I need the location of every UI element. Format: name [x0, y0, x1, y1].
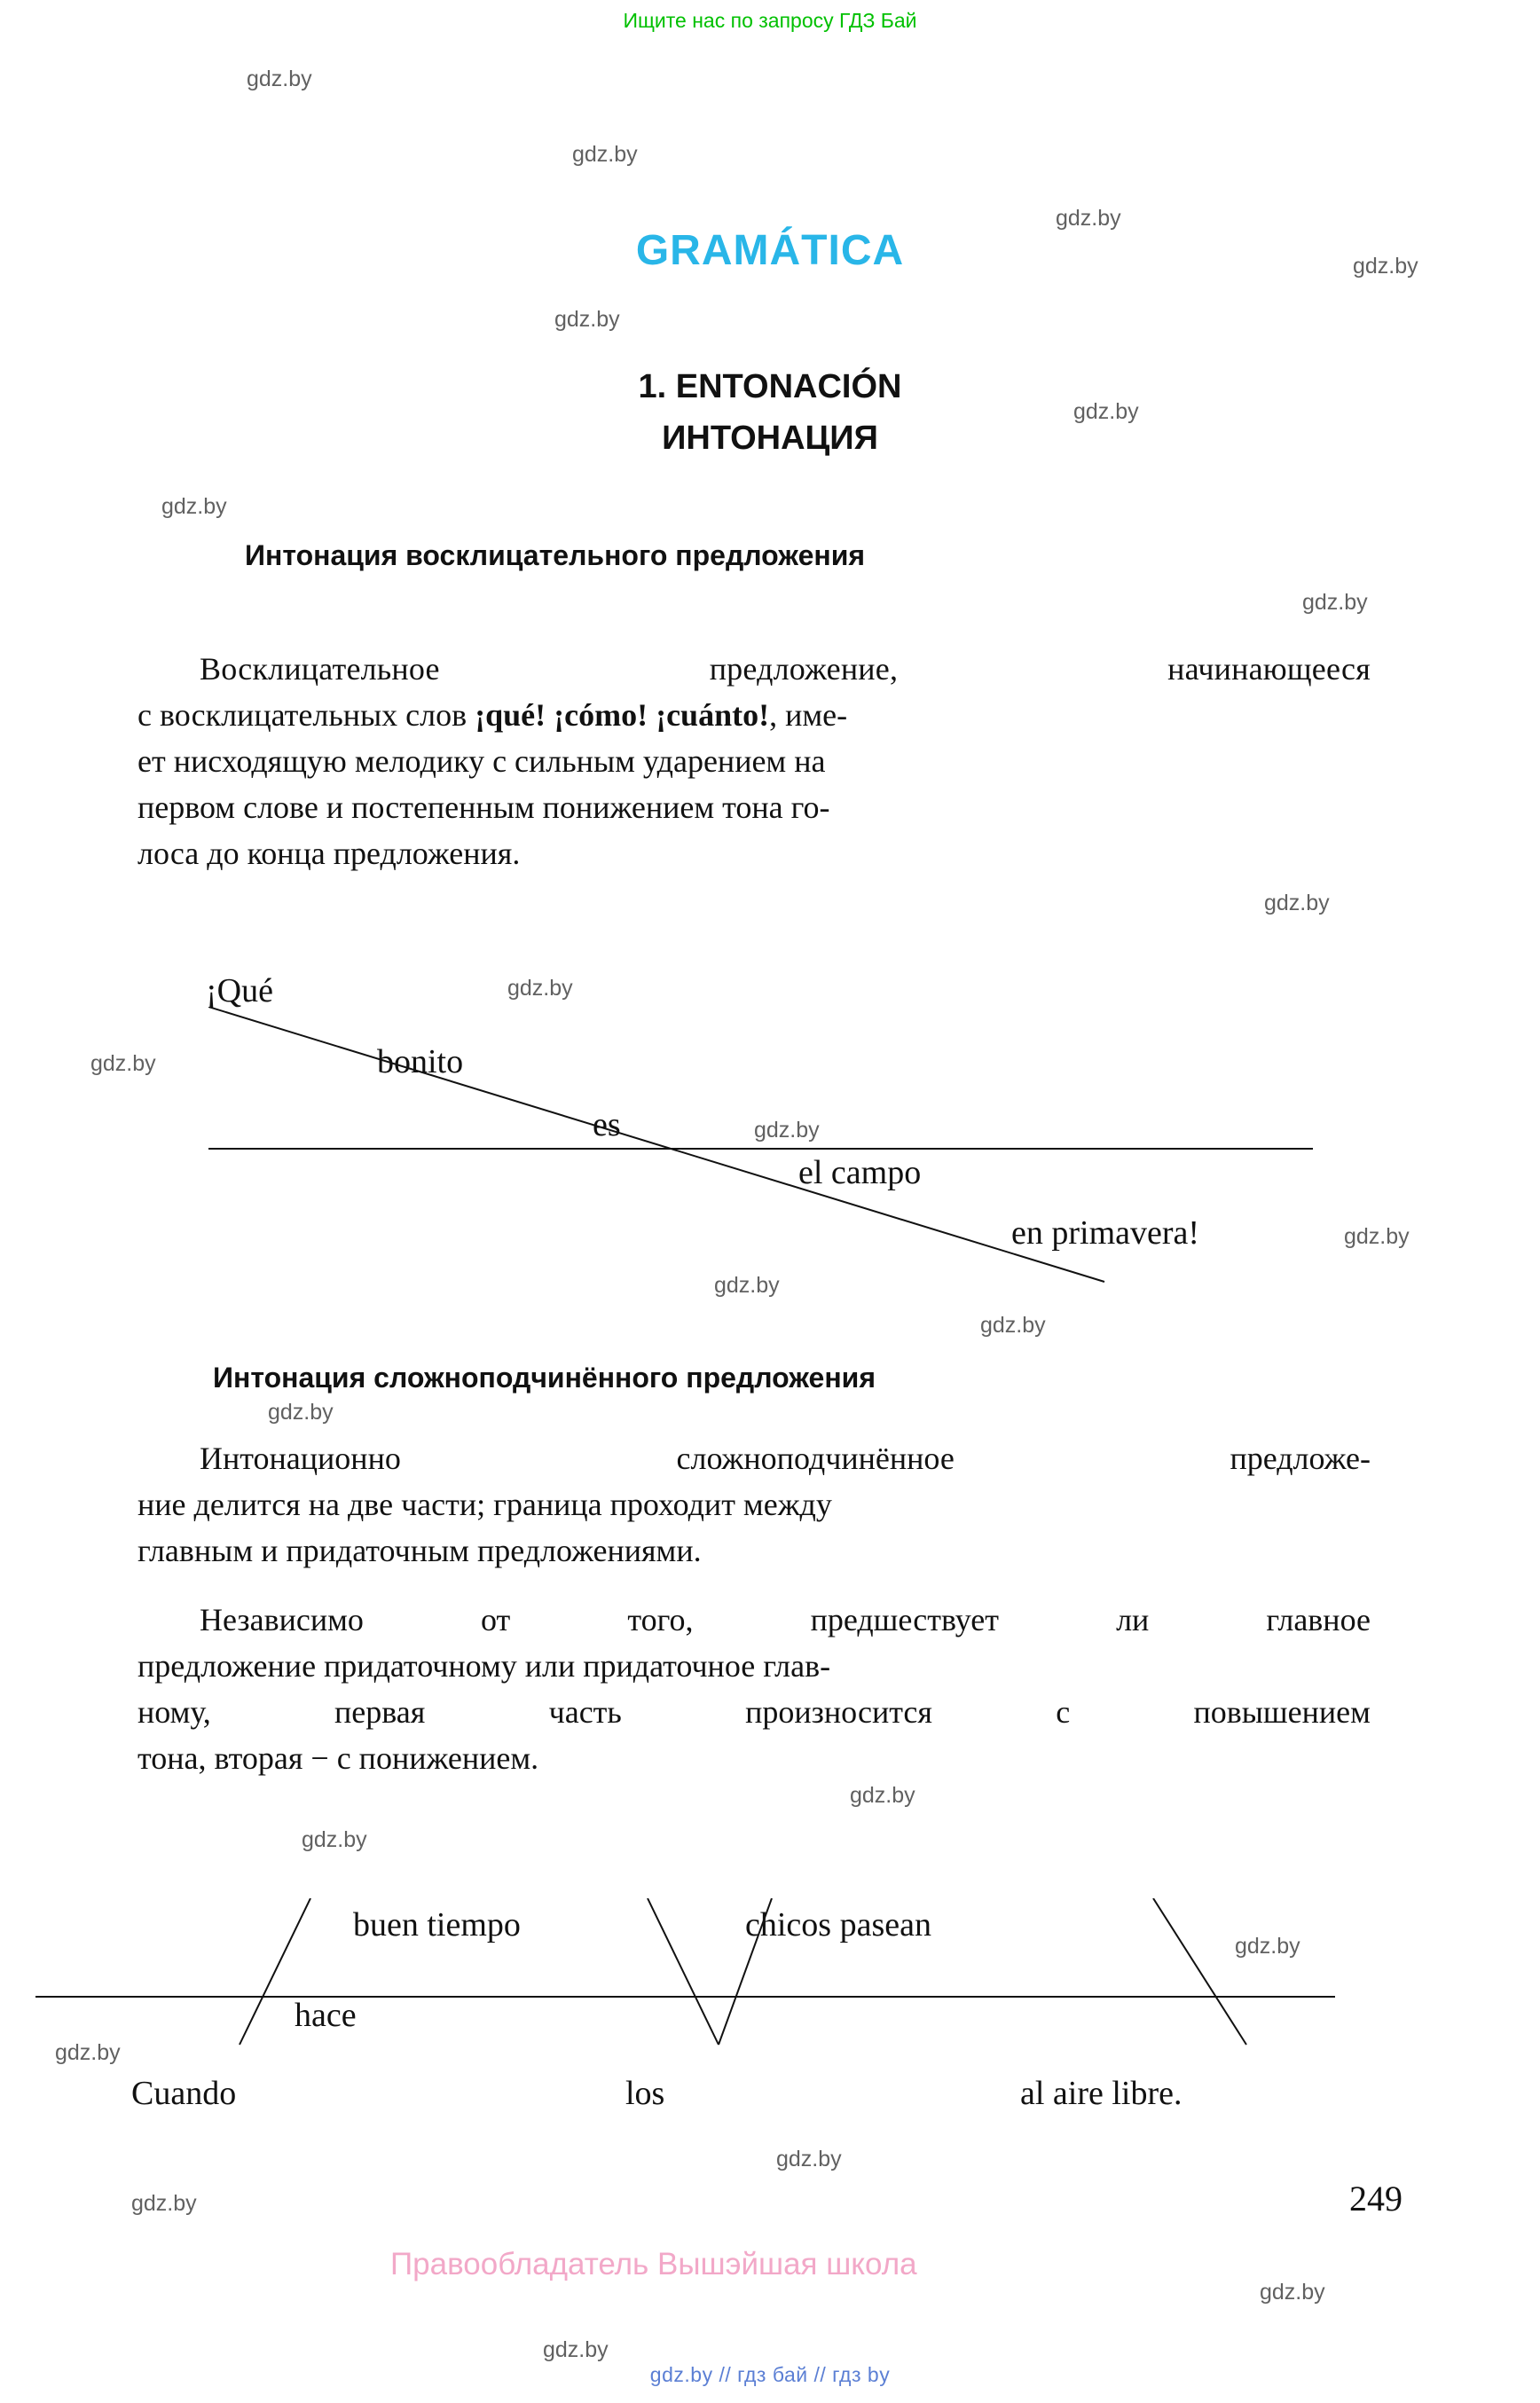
text-run: начинающееся	[1167, 651, 1371, 687]
watermark-tile: gdz.by	[131, 2191, 197, 2216]
watermark-tile: gdz.by	[161, 494, 227, 519]
subheading-complex: Интонация сложноподчинённого предложения	[213, 1362, 876, 1394]
watermark-tile: gdz.by	[714, 1273, 780, 1298]
watermark-tile: gdz.by	[1344, 1224, 1410, 1249]
text-run: от	[481, 1602, 511, 1637]
paragraph-exclamative	[138, 646, 1371, 876]
text-run: первом слове и постепенным понижением тона го-	[138, 789, 830, 825]
text-run: , име-	[769, 697, 848, 733]
diagram-word: los	[625, 2075, 665, 2112]
diagram-word: Cuando	[131, 2075, 237, 2112]
paragraph-complex-2	[138, 1597, 1371, 1781]
text-run: главное	[1266, 1602, 1371, 1637]
text-run: первая	[334, 1694, 426, 1730]
watermark-tile: gdz.by	[754, 1118, 820, 1143]
watermark-tile: gdz.by	[90, 1051, 156, 1076]
watermark-tile: gdz.by	[1056, 206, 1121, 231]
watermark-tile: gdz.by	[55, 2040, 121, 2065]
watermark-tile: gdz.by	[268, 1400, 334, 1425]
watermark-tile: gdz.by	[1235, 1934, 1300, 1959]
text-run: лоса до конца предложения.	[138, 836, 521, 871]
text-run: предшествует	[810, 1602, 999, 1637]
watermark-publisher: Правообладатель Вышэйшая школа	[390, 2247, 917, 2281]
watermark-tile: gdz.by	[1264, 891, 1330, 915]
page-number: 249	[1349, 2179, 1402, 2218]
text-run: Интонационно	[200, 1441, 401, 1476]
page-title: GRAMÁTICA	[635, 227, 905, 274]
diagram-word: chicos pasean	[745, 1906, 931, 1944]
diagram-word: buen tiempo	[353, 1906, 521, 1944]
section-title-ru: ИНТОНАЦИЯ	[662, 420, 878, 457]
watermark-bottom-banner: gdz.by // гдз бай // гдз by	[649, 2363, 891, 2386]
text-run: с	[1056, 1694, 1071, 1730]
watermark-tile: gdz.by	[850, 1783, 915, 1808]
watermark-tile: gdz.by	[554, 307, 620, 332]
diagram-word: bonito	[377, 1043, 464, 1080]
text-run: сложноподчинённое	[676, 1441, 955, 1476]
text-run: ному,	[138, 1694, 211, 1730]
watermark-tile: gdz.by	[302, 1827, 367, 1852]
text-run: предложение,	[709, 651, 899, 687]
text-run: ние делится на две части; граница проходит между	[138, 1487, 832, 1522]
diagram-word: hace	[295, 1997, 357, 2034]
watermark-tile: gdz.by	[1260, 2280, 1325, 2305]
subheading-exclamative: Интонация восклицательного предложения	[245, 539, 866, 571]
watermark-tile: gdz.by	[1073, 399, 1139, 424]
watermark-tile: gdz.by	[980, 1313, 1046, 1338]
text-run: ли	[1116, 1602, 1150, 1637]
watermark-top-banner: Ищите нас по запросу ГДЗ Бай	[623, 9, 917, 32]
watermark-tile: gdz.by	[543, 2337, 609, 2362]
text-run: с восклицательных слов	[138, 697, 475, 733]
diagram-word: el campo	[798, 1154, 922, 1191]
diagram-word: en primavera!	[1011, 1214, 1200, 1252]
diagram-word: es	[593, 1106, 621, 1143]
text-run: произносится	[745, 1694, 932, 1730]
watermark-tile: gdz.by	[1302, 590, 1368, 615]
diagram-word: ¡Qué	[206, 972, 273, 1009]
watermark-tile: gdz.by	[1353, 254, 1418, 279]
text-run: Восклицательное	[200, 651, 440, 687]
watermark-tile: gdz.by	[507, 976, 573, 1001]
text-run: ет нисходящую мелодику с сильным ударением на	[138, 743, 826, 779]
diagram-word: al aire libre.	[1020, 2075, 1182, 2112]
text-run: часть	[548, 1694, 622, 1730]
watermark-tile: gdz.by	[247, 67, 312, 91]
text-run: того,	[627, 1602, 694, 1637]
text-run: Независимо	[200, 1602, 364, 1637]
text-run: предложе-	[1230, 1441, 1371, 1476]
text-run: тона, вторая − с понижением.	[138, 1740, 539, 1776]
text-run: повышением	[1193, 1694, 1371, 1730]
text-run: предложение придаточному или придаточное глав-	[138, 1648, 831, 1684]
section-title-es: 1. ENTONACIÓN	[638, 368, 902, 405]
text-run: главным и придаточным предложениями.	[138, 1533, 702, 1568]
text-run-bold: ¡qué! ¡cómo! ¡cuánto!	[475, 697, 770, 733]
watermark-tile: gdz.by	[572, 142, 638, 167]
watermark-tile: gdz.by	[776, 2147, 842, 2171]
paragraph-complex-1	[138, 1435, 1371, 1574]
